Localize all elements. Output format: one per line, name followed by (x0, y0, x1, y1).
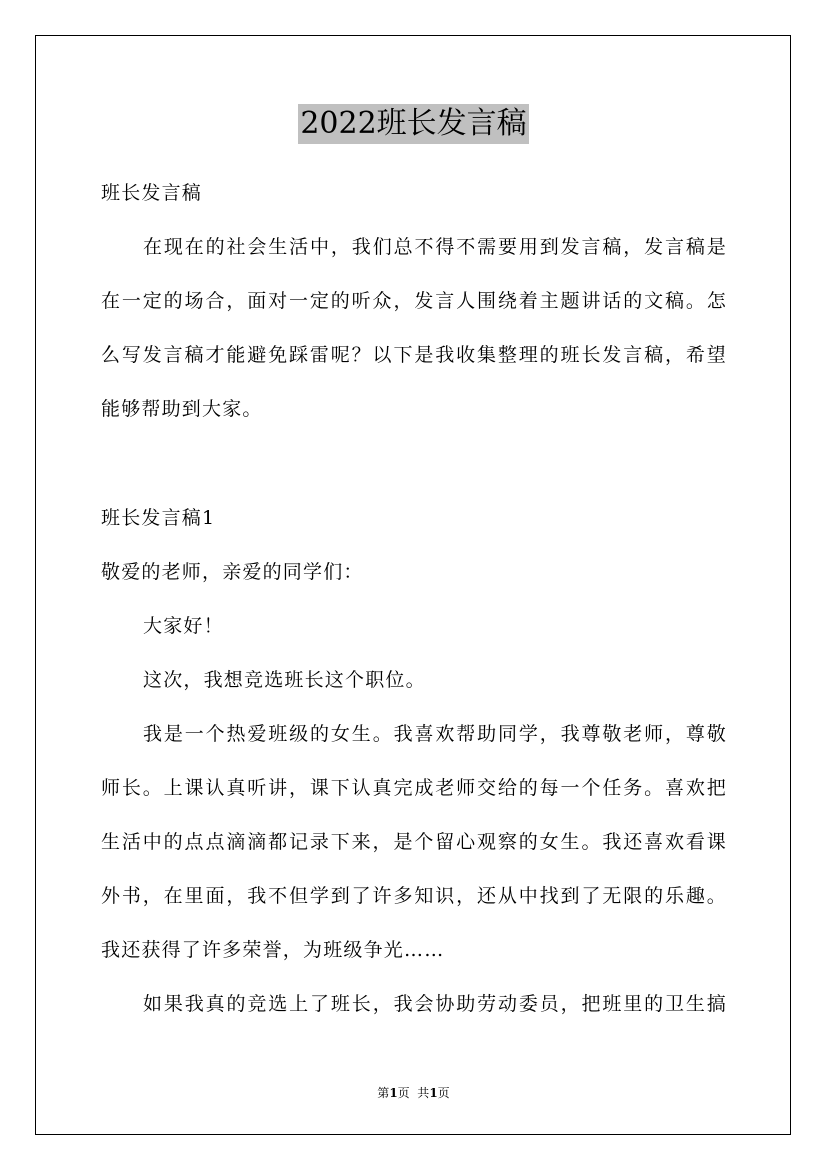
paragraph-2-line-4: 外书，在里面，我不但学到了许多知识，还从中找到了无限的乐趣。 (101, 885, 727, 907)
intro-line-2: 在一定的场合，面对一定的听众，发言人围绕着主题讲话的文稿。怎 (101, 290, 727, 312)
footer-middle: 页 共 (397, 1086, 430, 1100)
footer-page-number: 1 (389, 1086, 398, 1100)
intro-line-4: 能够帮助到大家。 (101, 398, 263, 420)
paragraph-2-line-2: 师长。上课认真听讲，课下认真完成老师交给的每一个任务。喜欢把 (101, 777, 727, 799)
page-footer (0, 1085, 827, 1101)
paragraph-2-line-5: 我还获得了许多荣誉，为班级争光…… (101, 939, 445, 961)
section-heading: 班长发言稿1 (101, 507, 216, 529)
greeting: 大家好！ (143, 615, 224, 637)
paragraph-2-line-1: 我是一个热爱班级的女生。我喜欢帮助同学，我尊敬老师，尊敬 (143, 723, 727, 745)
intro-line-3: 么写发言稿才能避免踩雷呢？以下是我收集整理的班长发言稿，希望 (101, 344, 727, 366)
paragraph-1: 这次，我想竞选班长这个职位。 (143, 669, 426, 691)
document-title-wrap (0, 104, 827, 144)
footer-prefix: 第 (377, 1086, 390, 1100)
footer-total-pages: 1 (429, 1086, 438, 1100)
paragraph-2-line-3: 生活中的点点滴滴都记录下来，是个留心观察的女生。我还喜欢看课 (101, 831, 727, 853)
footer-suffix: 页 (437, 1086, 450, 1100)
document-title: 2022班长发言稿 (298, 104, 528, 144)
salutation: 敬爱的老师，亲爱的同学们： (101, 561, 364, 583)
paragraph-3-line-1: 如果我真的竞选上了班长，我会协助劳动委员，把班里的卫生搞 (143, 993, 727, 1015)
intro-line-1: 在现在的社会生活中，我们总不得不需要用到发言稿，发言稿是 (143, 236, 727, 258)
subtitle: 班长发言稿 (101, 182, 203, 204)
